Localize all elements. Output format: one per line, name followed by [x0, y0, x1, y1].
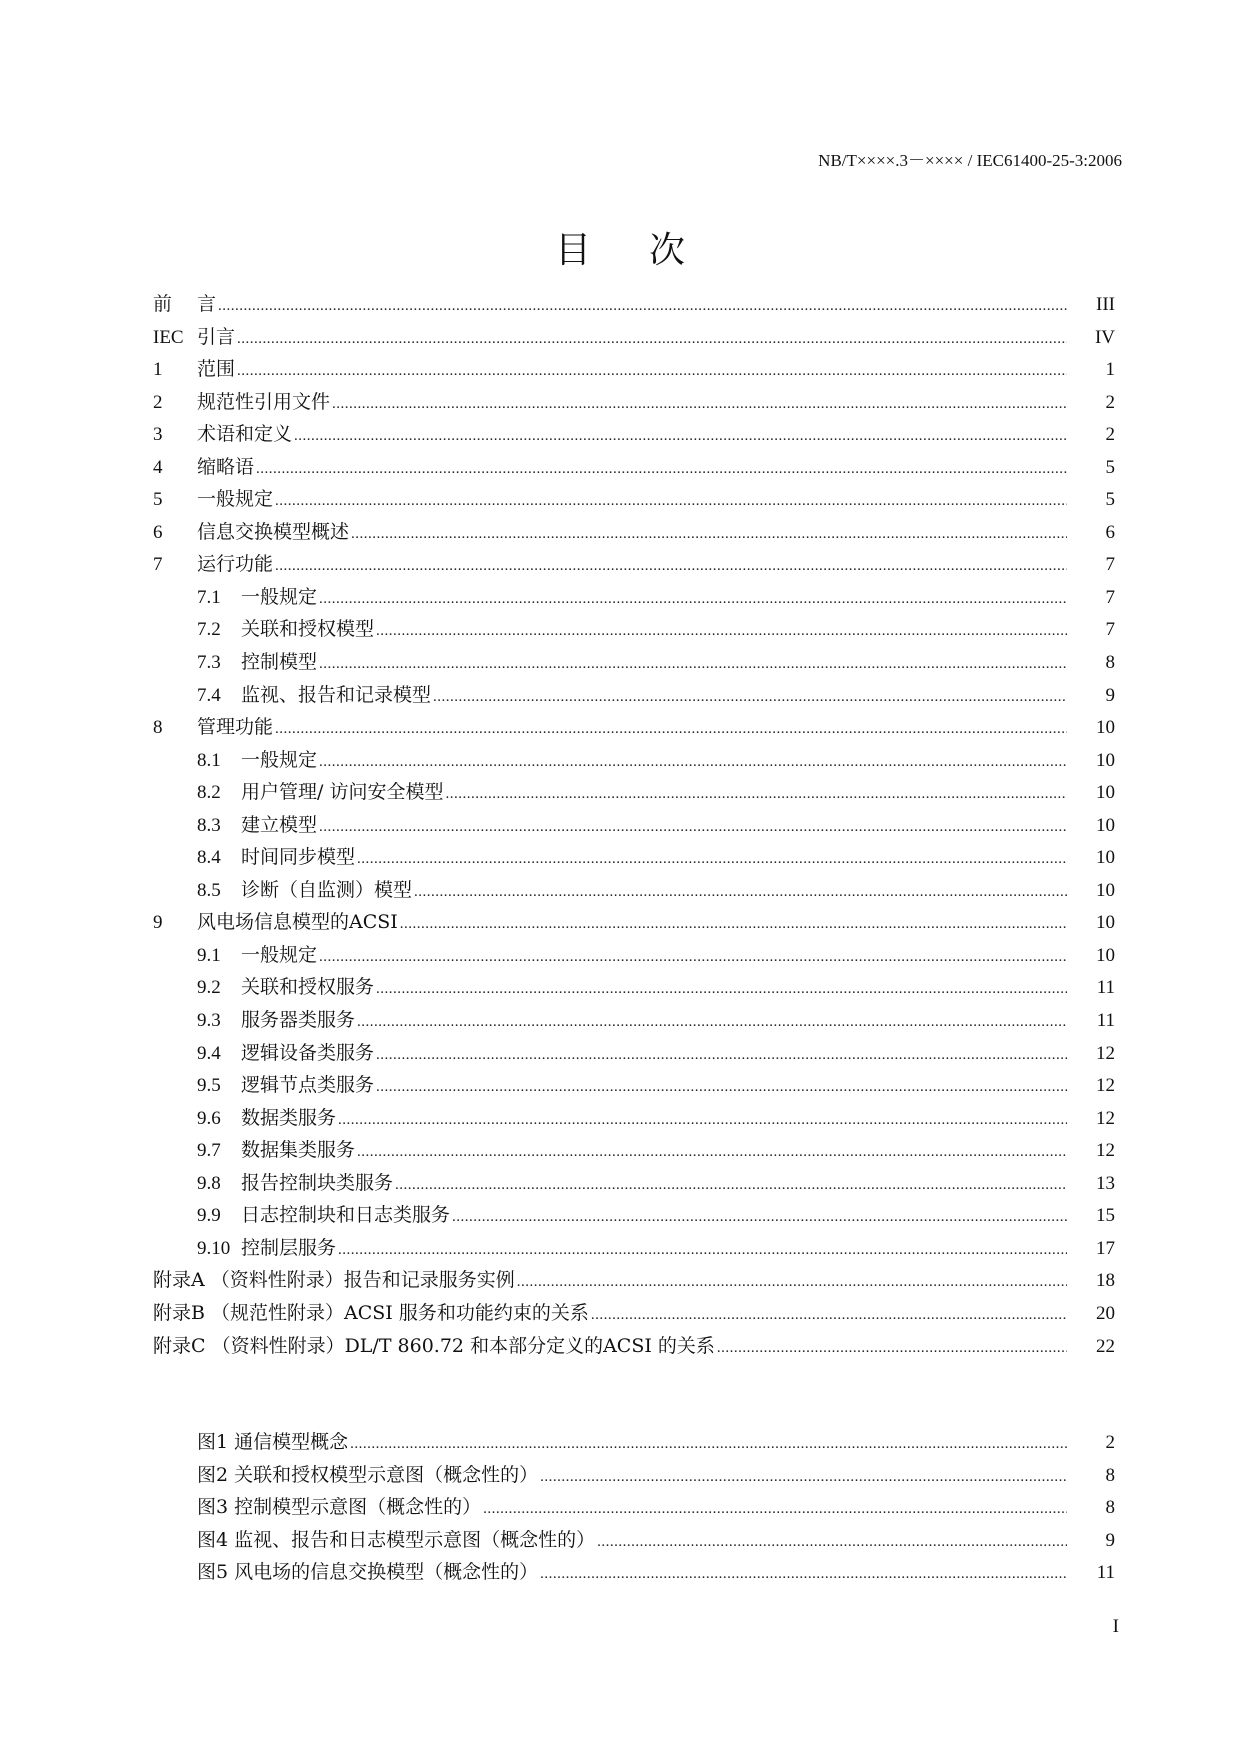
- toc-entry-title: [197, 614, 374, 641]
- toc-entry-number: 8.5: [197, 879, 221, 901]
- toc-entry[interactable]: [153, 842, 1115, 875]
- dot-leader: [414, 884, 1067, 901]
- toc-entry[interactable]: [153, 1135, 1115, 1168]
- toc-entry-number: 9.1: [197, 944, 221, 966]
- toc-entry-label: 图3 控制模型示意图（概念性的）: [197, 1496, 482, 1519]
- toc-entry-label: 逻辑设备类服务: [241, 1041, 375, 1064]
- toc-entry[interactable]: [153, 354, 1115, 387]
- toc-entry-page: III: [1096, 294, 1115, 315]
- toc-entry-number: 7.2: [197, 619, 221, 641]
- toc-entry-label: 规范性引用文件: [197, 390, 331, 413]
- figure-entry[interactable]: [153, 1557, 1115, 1590]
- toc-entry-title: [197, 1460, 538, 1487]
- toc-entry-number: 4: [153, 456, 163, 478]
- dot-leader: [319, 656, 1067, 673]
- toc-entry-number: IEC: [153, 326, 184, 348]
- dot-leader: [717, 1340, 1067, 1357]
- toc-entry-label: 图4 监视、报告和日志模型示意图（概念性的）: [197, 1528, 596, 1551]
- toc-entry-page: 10: [1096, 749, 1115, 771]
- dot-leader: [256, 461, 1067, 478]
- toc-entry[interactable]: [153, 322, 1115, 355]
- toc-entry-title: [153, 712, 273, 739]
- toc-entry-label: 言: [197, 293, 217, 315]
- toc-entry[interactable]: [153, 1005, 1115, 1038]
- toc-entry-page: 18: [1096, 1270, 1115, 1292]
- toc-entry-number: 8.1: [197, 749, 221, 771]
- toc-entry[interactable]: [153, 1200, 1115, 1233]
- toc-entry-label: 一般规定: [241, 943, 318, 966]
- toc-entry[interactable]: [153, 875, 1115, 908]
- toc-entry-page: 17: [1096, 1237, 1115, 1259]
- toc-entry-title: [197, 1200, 450, 1227]
- toc-entry-number: 3: [153, 424, 163, 446]
- toc-entry[interactable]: [153, 387, 1115, 420]
- toc-entry-page: 7: [1105, 619, 1115, 641]
- dot-leader: [376, 623, 1067, 640]
- toc-entry[interactable]: [153, 452, 1115, 485]
- toc-entry-title: [197, 1103, 336, 1130]
- toc-entry-label: 监视、报告和记录模型: [241, 683, 432, 706]
- toc-entry[interactable]: [153, 745, 1115, 778]
- dot-leader: [275, 558, 1067, 575]
- toc-entry-page: 20: [1096, 1302, 1115, 1324]
- toc-entry-title: [153, 1331, 715, 1358]
- toc-entry-page: 10: [1096, 717, 1115, 739]
- toc-entry-page: 12: [1096, 1140, 1115, 1162]
- toc-entry[interactable]: [153, 517, 1115, 550]
- toc-entry[interactable]: [153, 582, 1115, 615]
- toc-entry-number: 9: [153, 912, 163, 934]
- dot-leader: [376, 981, 1067, 998]
- toc-entry[interactable]: [153, 1038, 1115, 1071]
- toc-entry-title: [197, 875, 412, 902]
- toc-entry-title: [197, 1492, 481, 1519]
- dot-leader: [540, 1566, 1067, 1583]
- toc-entry[interactable]: [153, 1103, 1115, 1136]
- toc-entry-page: 12: [1096, 1075, 1115, 1097]
- toc-entry-page: 7: [1105, 586, 1115, 608]
- toc-entry-title: [197, 745, 317, 772]
- toc-entry-label: 图1 通信模型概念: [197, 1431, 349, 1453]
- toc-entry-page: 8: [1105, 652, 1115, 674]
- dot-leader: [357, 1014, 1067, 1031]
- toc-entry[interactable]: [153, 1298, 1115, 1331]
- toc-entry-number: 2: [153, 391, 163, 413]
- toc-entry-page: 13: [1096, 1172, 1115, 1194]
- toc-entry-number: 5: [153, 489, 163, 511]
- dot-leader: [237, 363, 1067, 380]
- toc-entry-label: 用户管理/ 访问安全模型: [241, 781, 444, 804]
- toc-entry-title: [197, 1135, 355, 1162]
- toc-entry[interactable]: [153, 972, 1115, 1005]
- toc-entry-label: 数据类服务: [241, 1106, 337, 1129]
- toc-entry-label: 时间同步模型: [241, 846, 356, 869]
- toc-entry-number: 9.3: [197, 1010, 221, 1032]
- toc-entry-title: [197, 647, 317, 674]
- toc-entry-page: 10: [1096, 782, 1115, 804]
- toc-entry-number: 前: [153, 294, 173, 315]
- dot-leader: [376, 1047, 1067, 1064]
- toc-entry-title: [153, 387, 330, 414]
- dot-leader: [332, 396, 1067, 413]
- toc-entry-number: 9.5: [197, 1075, 221, 1097]
- page-title: 目次: [554, 230, 743, 271]
- toc-entry-label: 图2 关联和授权模型示意图（概念性的）: [197, 1463, 539, 1486]
- toc-entry[interactable]: [153, 549, 1115, 582]
- toc-entry-label: 一般规定: [241, 585, 318, 608]
- toc-entry-title: [153, 1265, 515, 1292]
- toc-entry[interactable]: [153, 907, 1115, 940]
- toc-entry-page: 10: [1096, 847, 1115, 869]
- dot-leader: [433, 689, 1067, 706]
- toc-entry-page: 6: [1105, 521, 1115, 543]
- toc-entry-label: 缩略语: [197, 455, 255, 478]
- toc-entry-page: 5: [1105, 456, 1115, 478]
- toc-entry-label: 服务器类服务: [241, 1009, 356, 1032]
- toc-entry-page: 10: [1096, 944, 1115, 966]
- toc-entry-title: [153, 517, 349, 544]
- dot-leader: [237, 331, 1067, 348]
- toc-entry[interactable]: [153, 419, 1115, 452]
- toc-entry-page: 22: [1096, 1335, 1115, 1357]
- toc-entry-title: [153, 484, 273, 511]
- toc-entry-title: [197, 842, 355, 869]
- toc-entry-number: 7.4: [197, 684, 221, 706]
- toc-entry-label: 信息交换模型概述: [197, 520, 350, 543]
- toc-entry-page: 11: [1096, 1562, 1115, 1584]
- toc-entry-label: 术语和定义: [197, 423, 293, 446]
- figure-entry[interactable]: [153, 1427, 1115, 1460]
- dot-leader: [319, 754, 1067, 771]
- toc-entry-page: 15: [1096, 1205, 1115, 1227]
- toc-entry-title: [197, 810, 317, 837]
- toc-entry-number: 9.7: [197, 1140, 221, 1162]
- toc-entry-page: 2: [1105, 1432, 1115, 1453]
- toc-entry-title: [197, 680, 431, 707]
- toc-entry[interactable]: [153, 712, 1115, 745]
- toc-entry-label: 日志控制块和日志类服务: [241, 1204, 451, 1227]
- toc-entry-number: 8: [153, 717, 163, 739]
- dot-leader: [445, 786, 1067, 803]
- toc-entry-label: 附录C （资料性附录）DL/T 860.72 和本部分定义的ACSI 的关系: [153, 1334, 715, 1357]
- toc-entry-title: [153, 419, 292, 446]
- dot-leader: [338, 1242, 1067, 1259]
- toc-entry[interactable]: [153, 614, 1115, 647]
- toc-entry-number: 9.6: [197, 1107, 221, 1129]
- dot-leader: [338, 1112, 1067, 1129]
- toc-entry-page: 5: [1105, 489, 1115, 511]
- toc-entry-title: [153, 907, 398, 934]
- toc-entry-number: 1: [153, 359, 163, 381]
- toc-entry-page: 11: [1096, 977, 1115, 999]
- toc-entry[interactable]: [153, 1168, 1115, 1201]
- dot-leader: [357, 1144, 1067, 1161]
- dot-leader: [275, 721, 1067, 738]
- toc-entry-page: 10: [1096, 879, 1115, 901]
- toc-entry-label: 关联和授权模型: [241, 618, 375, 641]
- dot-leader: [275, 493, 1067, 510]
- toc-entry-title: [153, 1298, 589, 1325]
- toc-entry-title: [197, 582, 317, 609]
- toc-entry-title: [153, 452, 254, 479]
- toc-entry-number: 7: [153, 554, 163, 576]
- toc-entry-page: 10: [1096, 912, 1115, 934]
- toc-entry[interactable]: [153, 777, 1115, 810]
- toc-entry[interactable]: [153, 1265, 1115, 1298]
- toc-entry-number: 9.4: [197, 1042, 221, 1064]
- toc-entry[interactable]: [153, 289, 1115, 322]
- toc-entry-title: [153, 322, 235, 349]
- toc-entry-label: 附录B （规范性附录）ACSI 服务和功能约束的关系: [153, 1301, 589, 1324]
- dot-leader: [452, 1209, 1067, 1226]
- dot-leader: [400, 916, 1067, 933]
- figure-entry[interactable]: [153, 1492, 1115, 1525]
- toc-entry-title: [153, 354, 235, 381]
- toc-entry[interactable]: [153, 1331, 1115, 1364]
- page-number: I: [1112, 1616, 1119, 1637]
- dot-leader: [319, 819, 1067, 836]
- dot-leader: [319, 949, 1067, 966]
- dot-leader: [351, 526, 1067, 543]
- toc-entry-title: [197, 1525, 595, 1552]
- toc-entry[interactable]: [153, 1070, 1115, 1103]
- toc-entry-label: 报告控制块类服务: [241, 1171, 394, 1194]
- toc-entry-label: 附录A （资料性附录）报告和记录服务实例: [153, 1269, 515, 1292]
- toc-entry-page: 9: [1105, 684, 1115, 706]
- toc-entry-label: 引言: [197, 325, 236, 348]
- dot-leader: [376, 1079, 1067, 1096]
- toc-entry-page: 9: [1105, 1529, 1115, 1551]
- toc-entry-number: 7.3: [197, 652, 221, 674]
- toc-entry[interactable]: [153, 647, 1115, 680]
- figure-list: [153, 1427, 1115, 1590]
- toc-entry-number: 9.8: [197, 1172, 221, 1194]
- toc-entry[interactable]: [153, 680, 1115, 713]
- toc-entry-title: [197, 1233, 336, 1260]
- toc-entry-title: [197, 1038, 374, 1065]
- figure-entry[interactable]: [153, 1460, 1115, 1493]
- toc-entry-label: 一般规定: [197, 488, 274, 511]
- toc-entry-page: 2: [1105, 424, 1115, 446]
- toc-entry-number: 9.2: [197, 977, 221, 999]
- toc-entry-number: 9.10: [197, 1237, 231, 1259]
- toc-entry-page: 7: [1105, 554, 1115, 576]
- toc-entry-number: 6: [153, 521, 163, 543]
- toc-entry-number: 9.9: [197, 1205, 221, 1227]
- toc-entry-label: 逻辑节点类服务: [241, 1074, 375, 1097]
- toc-entry-label: 图5 风电场的信息交换模型（概念性的）: [197, 1561, 539, 1584]
- toc-entry-title: [197, 1070, 374, 1097]
- toc-entry-number: 8.2: [197, 782, 221, 804]
- toc-entry-page: 10: [1096, 814, 1115, 836]
- figure-entry[interactable]: [153, 1525, 1115, 1558]
- toc-entry-title: [197, 940, 317, 967]
- toc-entry-label: 风电场信息模型的ACSI: [197, 911, 398, 934]
- dot-leader: [395, 1177, 1067, 1194]
- dot-leader: [218, 298, 1067, 315]
- toc-entry-label: 诊断（自监测）模型: [241, 878, 413, 901]
- dot-leader: [350, 1436, 1067, 1453]
- toc-entry[interactable]: [153, 1233, 1115, 1266]
- table-of-contents: [153, 289, 1115, 1363]
- toc-entry[interactable]: [153, 940, 1115, 973]
- toc-entry-page: 8: [1105, 1497, 1115, 1519]
- toc-entry-label: 建立模型: [241, 813, 318, 836]
- toc-entry-title: [153, 549, 273, 576]
- toc-entry-page: 11: [1096, 1010, 1115, 1032]
- dot-leader: [319, 591, 1067, 608]
- toc-entry-label: 管理功能: [197, 716, 274, 739]
- toc-entry-title: [197, 1005, 355, 1032]
- toc-entry-title: [197, 777, 443, 804]
- dot-leader: [517, 1274, 1067, 1291]
- toc-entry-label: 关联和授权服务: [241, 976, 375, 999]
- dot-leader: [591, 1307, 1067, 1324]
- toc-entry-page: 8: [1105, 1464, 1115, 1486]
- dot-leader: [540, 1469, 1067, 1486]
- toc-entry-label: 控制层服务: [241, 1236, 337, 1259]
- toc-entry-page: IV: [1094, 326, 1115, 348]
- toc-entry-title: [197, 972, 374, 999]
- toc-entry-title: [153, 289, 216, 316]
- document-code-header: NB/T××××.3－×××× / IEC61400-25-3:2006: [818, 151, 1122, 170]
- toc-entry-page: 1: [1105, 359, 1115, 381]
- toc-entry-label: 数据集类服务: [241, 1139, 356, 1162]
- toc-entry-label: 运行功能: [197, 553, 274, 576]
- toc-entry[interactable]: [153, 484, 1115, 517]
- toc-entry-label: 控制模型: [241, 651, 318, 674]
- toc-entry-title: [197, 1557, 538, 1584]
- toc-entry-number: 8.4: [197, 847, 221, 869]
- toc-entry[interactable]: [153, 810, 1115, 843]
- toc-entry-page: 12: [1096, 1107, 1115, 1129]
- toc-entry-title: [197, 1168, 393, 1195]
- toc-entry-number: 8.3: [197, 814, 221, 836]
- dot-leader: [483, 1501, 1067, 1518]
- dot-leader: [294, 428, 1067, 445]
- toc-entry-number: 7.1: [197, 586, 221, 608]
- toc-entry-page: 2: [1105, 391, 1115, 413]
- toc-entry-page: 12: [1096, 1042, 1115, 1064]
- toc-entry-label: 范围: [197, 358, 236, 381]
- toc-entry-label: 一般规定: [241, 748, 318, 771]
- toc-entry-title: [197, 1427, 348, 1454]
- dot-leader: [357, 851, 1067, 868]
- dot-leader: [597, 1534, 1067, 1551]
